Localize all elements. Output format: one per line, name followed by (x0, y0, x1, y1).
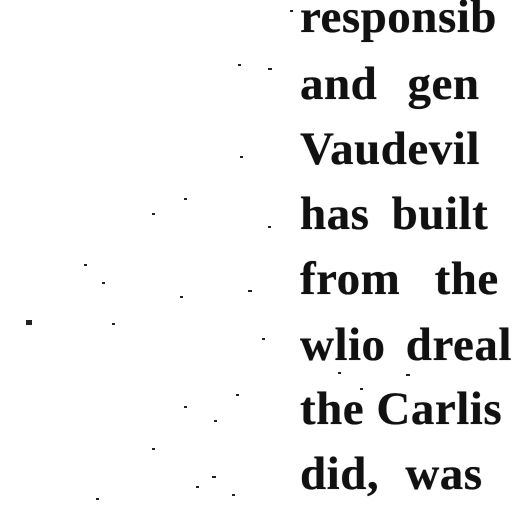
text-line-3: Vaudevil (300, 123, 480, 175)
text-line-2: and gen (300, 58, 480, 110)
text-line-5: from the (300, 253, 499, 305)
text-line-6: wlio dreal (300, 319, 512, 371)
text-column (300, 0, 512, 512)
text-line-8: did, was (300, 448, 483, 500)
text-line-1: responsib (300, 0, 497, 43)
text-line-7: the Carlis (300, 383, 503, 435)
text-line-4: has built (300, 188, 489, 240)
